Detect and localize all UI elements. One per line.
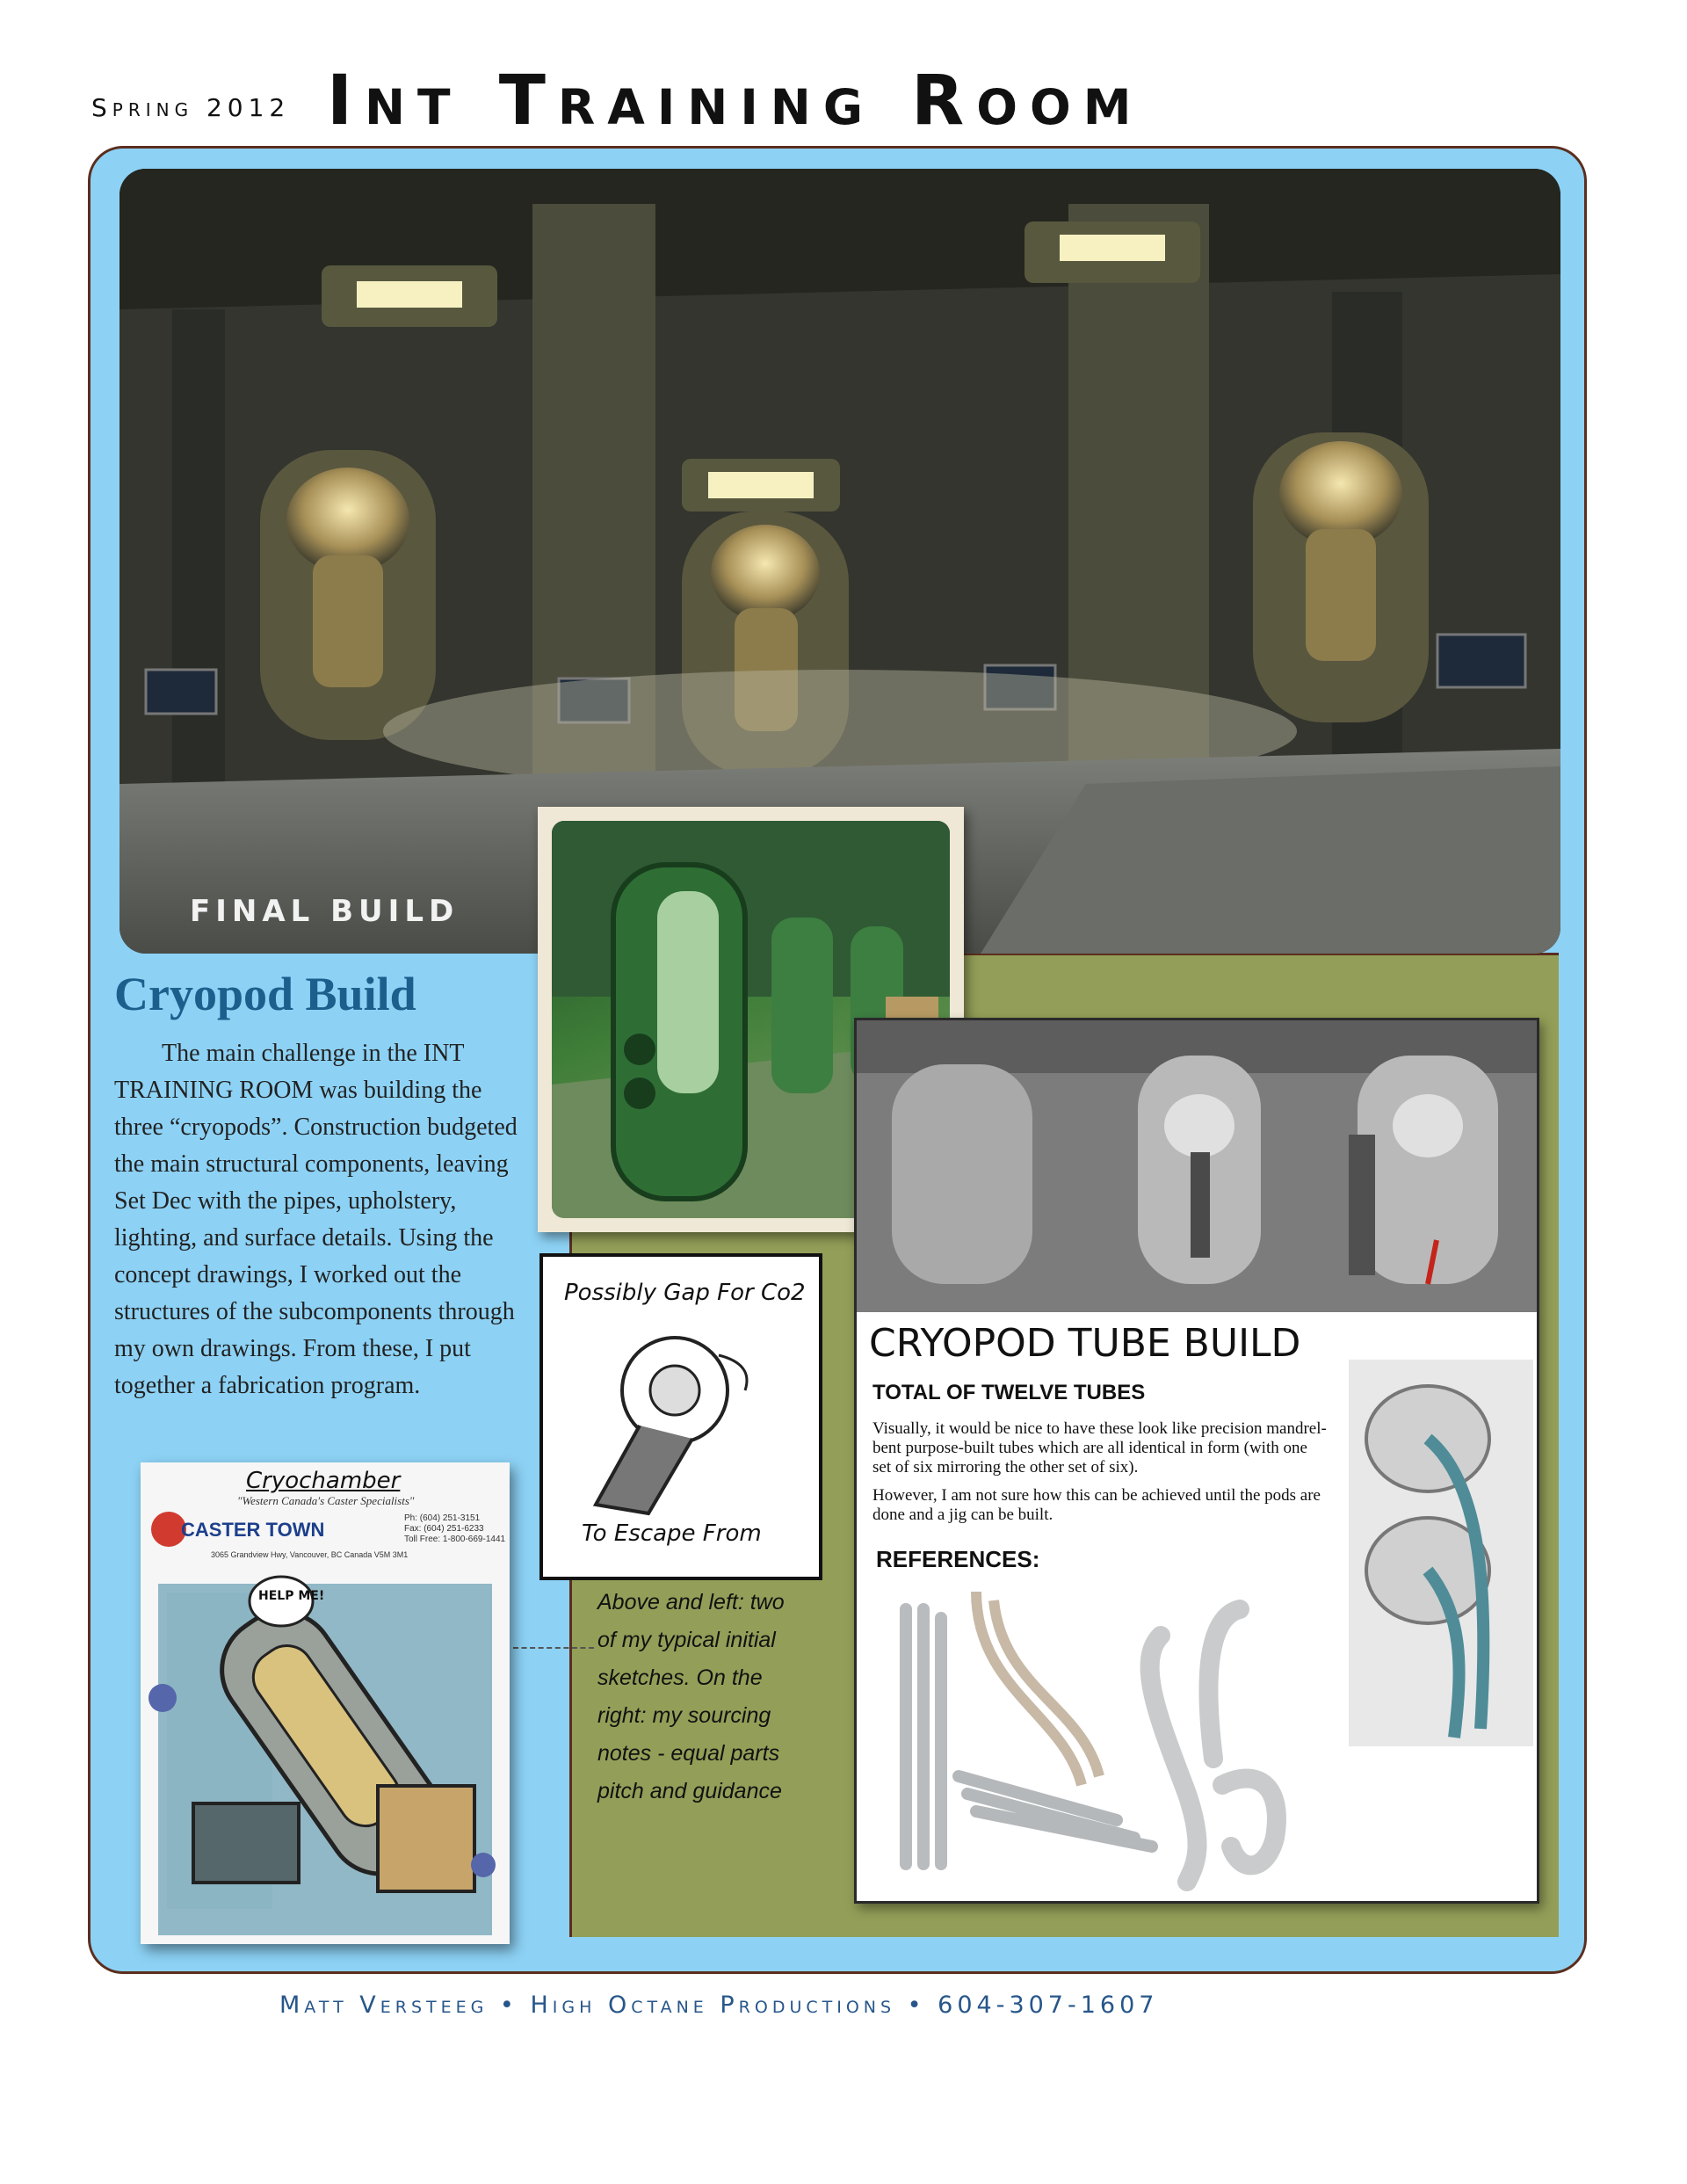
caster-town-sketch-card [141, 1462, 510, 1944]
season-label: Spring 2012 [91, 93, 291, 122]
caster-tagline: "Western Canada's Caster Specialists" [237, 1494, 415, 1507]
page-footer: Matt Versteeg • High Octane Productions • 604-307-1607 [279, 1992, 1159, 2019]
sketch-label-top: Possibly Gap For Co2 [564, 1280, 806, 1306]
caster-fax: Fax: (604) 251-6233 [404, 1524, 484, 1534]
section-body: The main challenge in the INT TRAINING ROOM was building the three “cryopods”. Construction budgeted the main structural components, leaving Set Dec with the pipes, upholstery, lighting, and surface details. Using the concept drawings, I worked out the structures of the subcomponents through my own drawings. From these, I put together a fabrication program. [114, 1040, 518, 1399]
grayscale-pods-illustration [857, 1020, 1537, 1312]
caster-phone: Ph: (604) 251-3151 [404, 1513, 481, 1523]
page-header [91, 62, 1409, 141]
caster-contact [404, 1513, 505, 1545]
references-label: REFERENCES: [876, 1546, 1040, 1572]
page-title: Int Training Room [327, 62, 1144, 141]
reference-tubes-illustration [871, 1583, 1363, 1899]
cryopod-tube-build-notes [854, 1018, 1539, 1904]
sketch-label-bottom: To Escape From [582, 1520, 762, 1547]
doc-heading: CRYOPOD TUBE BUILD [869, 1321, 1301, 1366]
grayscale-render-photo [857, 1020, 1537, 1312]
sketch-gap-for-co2 [539, 1253, 822, 1580]
doc-paragraph-2: However, I am not sure how this can be achieved until the pods are done and a jig can be built. [872, 1486, 1321, 1524]
tube-closeup-photo [1349, 1360, 1533, 1746]
help-bubble-text: HELP ME! [258, 1589, 325, 1603]
sketches-caption: Above and left: two of my typical initial sketches. On the right: my sourcing notes - equal parts pitch and guidance [597, 1590, 785, 1803]
tube-sketch-illustration [543, 1320, 819, 1522]
doc-subheading: TOTAL OF TWELVE TUBES [872, 1381, 1146, 1404]
handwritten-title: Cryochamber [246, 1468, 401, 1494]
section-heading: Cryopod Build [114, 968, 416, 1020]
caster-address: 3065 Grandview Hwy, Vancouver, BC Canada V5M 3M1 [211, 1550, 409, 1559]
tube-closeup-illustration [1349, 1360, 1533, 1746]
caption-leader-line [513, 1647, 594, 1649]
final-build-caption: FINAL BUILD [190, 894, 460, 929]
caster-tollfree: Toll Free: 1-800-669-1441 [404, 1535, 506, 1544]
caster-logo-text: CASTER TOWN [181, 1519, 325, 1541]
doc-paragraph-1: Visually, it would be nice to have these look like precision mandrel-bent purpose-built tubes which are all identical in form (with one set of six mirroring the other set of six). [872, 1419, 1327, 1477]
cryochamber-sketch-illustration [141, 1566, 510, 1944]
